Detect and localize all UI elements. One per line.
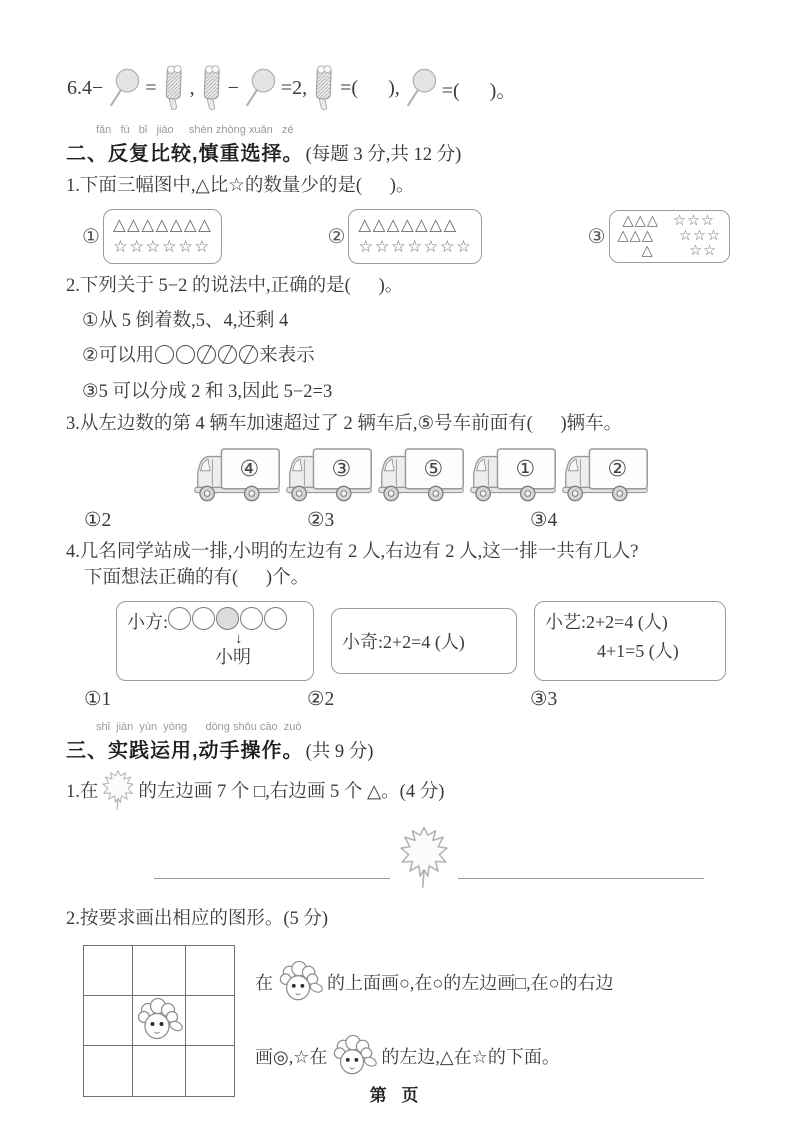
xiaoqi-box <box>331 608 517 674</box>
question-3-2-figure <box>66 945 753 1097</box>
lollipop-icon <box>106 66 142 110</box>
circle-icon <box>168 607 191 630</box>
circle-icon <box>240 607 263 630</box>
question-2-1-text: 1.下面三幅图中,△比☆的数量少的是( )。 <box>66 176 415 197</box>
question-3-2-text: 2.按要求画出相应的图形。(5 分) <box>66 908 329 929</box>
answer-option: ②2 <box>307 688 335 710</box>
truck-icon <box>376 446 467 505</box>
popsicle-icon <box>310 64 337 112</box>
truck-icon <box>284 446 375 505</box>
question-2-4-text1: 4.几名同学站成一排,小明的左边有 2 人,右边有 2 人,这一排一共有几人? <box>66 541 639 562</box>
grid-cell <box>186 996 235 1046</box>
answer-option: ①1 <box>84 688 112 710</box>
truck-icon <box>560 446 651 505</box>
truck-number: ③ <box>331 455 352 481</box>
xiaofang-name: 小方: <box>127 611 169 632</box>
choice-figure <box>588 209 730 264</box>
grid-cell <box>84 946 133 996</box>
shapes-box <box>103 209 222 264</box>
question-3-2-instructions <box>255 945 614 1097</box>
sheep-icon <box>275 960 325 1004</box>
shaded-circle-icon <box>216 607 239 630</box>
grid-cell <box>133 996 186 1046</box>
choice-figure <box>327 209 482 264</box>
truck-number: ⑤ <box>423 455 444 481</box>
section-2-title: 二、反复比较,慎重选择。 <box>66 143 304 166</box>
question-6-text: − <box>227 76 239 99</box>
star-cluster <box>659 214 721 260</box>
truck-figure <box>192 446 283 505</box>
instruction-1-before: 在 <box>255 972 273 993</box>
circle-icon <box>264 607 287 630</box>
truck-figure <box>560 446 651 505</box>
question-3-1 <box>66 769 753 811</box>
statement-2-prefix: ②可以用 <box>82 346 155 367</box>
xiaoyi-line1 <box>545 608 715 634</box>
choice-number-label: ② <box>327 225 346 248</box>
section-3-header <box>66 721 753 763</box>
sheep-icon <box>133 997 185 1043</box>
statement-3: ③5 可以分成 2 和 3,因此 5−2=3 <box>82 381 333 402</box>
xiaoqi-line <box>342 628 465 654</box>
question-6-text: =2, <box>280 76 308 99</box>
shape-row: △△△ <box>622 212 659 229</box>
choice-number-label: ③ <box>587 225 606 248</box>
question-6-text: =( )。 <box>441 79 517 102</box>
circle-icon <box>176 345 195 364</box>
xiaoming-label: 小明 <box>215 646 251 667</box>
question-2-3-text: 3.从左边数的第 4 辆车加速超过了 2 辆车后,⑤号车前面有( )辆车。 <box>66 414 623 435</box>
shape-row: ☆☆ <box>689 242 717 259</box>
question-2-2-statements <box>82 304 753 411</box>
shapes-box <box>348 209 482 264</box>
instruction-2-after: 的左边,△在☆的下面。 <box>381 1046 560 1067</box>
choice-figure <box>82 209 222 264</box>
lollipop-icon <box>403 66 439 110</box>
grid-cell <box>133 946 186 996</box>
truck-figure <box>376 446 467 505</box>
truck-number: ① <box>515 455 536 481</box>
circles-figure <box>168 607 288 635</box>
circle-icon <box>192 607 215 630</box>
section-3-title: 三、实践运用,动手操作。 <box>66 739 304 762</box>
question-2-1-choices <box>82 209 730 264</box>
question-3-1-prefix: 1.在 <box>66 781 99 802</box>
xiaoyi-equation-1: 2+2=4 (人) <box>586 611 668 632</box>
section-2-title-row <box>66 137 753 166</box>
xiaoqi-name: 小奇: <box>342 631 384 652</box>
truck-icon <box>468 446 559 505</box>
down-arrow-icon: ↓ <box>235 630 243 647</box>
trucks-figure <box>192 446 753 505</box>
maple-leaf-icon <box>398 825 450 889</box>
truck-figure <box>284 446 375 505</box>
lollipop-icon <box>242 66 278 110</box>
popsicle-icon <box>160 64 187 112</box>
question-3-1-suffix: 的左边画 7 个 □,右边画 5 个 △。(4 分) <box>138 781 445 802</box>
grid-cell <box>186 946 235 996</box>
xiaofang-row <box>127 607 303 635</box>
popsicle-icon <box>198 64 225 112</box>
section-2-score: (每题 3 分,共 12 分) <box>305 145 462 166</box>
truck-figure <box>468 446 559 505</box>
xiaofang-box <box>116 601 314 681</box>
section-2-header <box>66 124 753 166</box>
truck-icon <box>192 446 283 505</box>
xiaoyi-box <box>534 601 726 681</box>
shape-row: △ <box>641 242 654 259</box>
answer-option: ③4 <box>530 509 558 531</box>
shape-row: ☆☆☆ <box>679 227 721 244</box>
question-2-4-text2: 下面想法正确的有( )个。 <box>84 567 310 588</box>
question-2-4-answers <box>84 687 753 711</box>
truck-number: ② <box>607 455 628 481</box>
shape-row: ☆☆☆ <box>673 212 715 229</box>
statement-1: ①从 5 倒着数,5、4,还剩 4 <box>82 310 289 331</box>
statement-2 <box>82 339 753 375</box>
question-6-text: = <box>145 76 157 99</box>
page-footer: 第 页 <box>369 1086 424 1105</box>
xiaoyi-name: 小艺: <box>545 611 587 632</box>
section-3-score: (共 9 分) <box>305 741 374 762</box>
crossed-circle-icon <box>218 345 237 364</box>
question-6 <box>66 62 753 114</box>
drawing-grid <box>83 945 235 1097</box>
grid-cell <box>84 996 133 1046</box>
instruction-1-after: 的上面画○,在○的左边画□,在○的右边 <box>327 972 614 993</box>
section-2-pinyin: fǎn fù bǐ jiào shèn zhòng xuǎn zé <box>96 124 294 136</box>
answer-option: ③3 <box>530 688 558 710</box>
shape-row: ☆☆☆☆☆☆☆ <box>358 237 473 257</box>
shape-row: △△△△△△△ <box>358 215 458 235</box>
question-6-text: 6.4− <box>67 76 104 99</box>
statement-2-suffix: 来表示 <box>259 346 315 367</box>
crossed-circle-icon <box>197 345 216 364</box>
shape-row: △△△△△△△ <box>112 215 213 235</box>
crossed-circle-icon <box>239 345 258 364</box>
truck-number: ④ <box>239 455 260 481</box>
question-6-text: , <box>189 76 195 99</box>
section-3-title-row <box>66 734 753 763</box>
sheep-icon <box>329 1034 379 1078</box>
shape-row: ☆☆☆☆☆☆ <box>112 237 211 257</box>
question-2-3-answers <box>84 508 753 532</box>
xiaoqi-equation: 2+2=4 (人) <box>383 631 465 652</box>
circle-icon <box>155 345 174 364</box>
answer-line-left <box>154 878 390 879</box>
question-2-2-text: 2.下列关于 5−2 的说法中,正确的是( )。 <box>66 275 404 296</box>
xiaoyi-equation-2: 4+1=5 (人) <box>597 640 679 661</box>
drawing-area <box>154 825 753 889</box>
shapes-box <box>609 210 730 264</box>
question-2-4-choices <box>116 601 753 681</box>
shape-row: △△△ <box>617 227 654 244</box>
answer-option: ②3 <box>307 509 335 531</box>
triangle-cluster <box>618 214 659 260</box>
answer-option: ①2 <box>84 509 112 531</box>
instruction-2-before: 画◎,☆在 <box>255 1046 328 1067</box>
maple-leaf-icon <box>101 769 135 811</box>
section-3-pinyin: shǐ jiàn yùn yòng dòng shǒu cāo zuò <box>96 720 302 733</box>
question-6-text: =( ), <box>340 76 400 99</box>
instruction-line-1 <box>255 945 614 1019</box>
answer-line-right <box>458 878 704 879</box>
choice-number-label: ① <box>82 225 100 248</box>
